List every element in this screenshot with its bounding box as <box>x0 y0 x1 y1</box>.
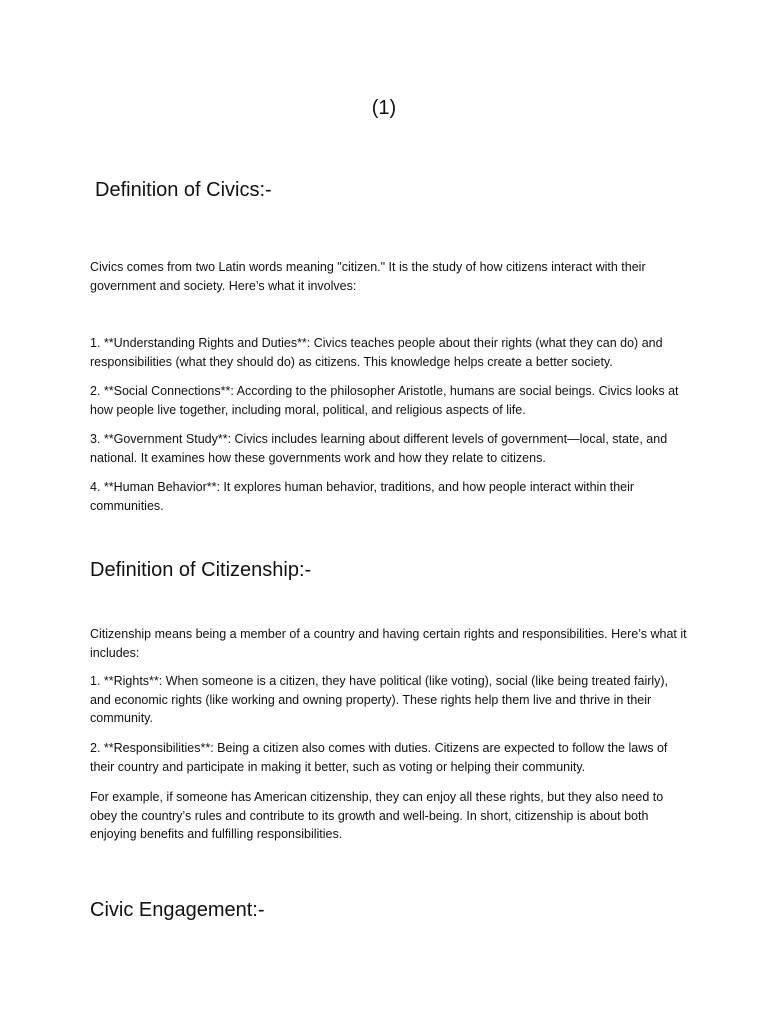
section-heading-civic-engagement: Civic Engagement:- <box>90 899 265 921</box>
page-number: (1) <box>371 97 397 119</box>
section-heading-citizenship: Definition of Citizenship:- <box>90 559 312 581</box>
list-item: 4. **Human Behavior**: It explores human behavior, traditions, and how people interact within their communities. <box>90 480 635 513</box>
list-item: 2. **Responsibilities**: Being a citizen also comes with duties. Citizens are expected to follow the laws of their country and participate in making it better, such as voting or helping their community. <box>90 741 668 774</box>
list-item: 2. **Social Connections**: According to the philosopher Aristotle, humans are social beings. Civics looks at how people live together, including moral, political, and religious aspects of life. <box>90 384 679 417</box>
paragraph: Citizenship means being a member of a country and having certain rights and responsibilities. Here’s what it includes: <box>90 627 687 660</box>
list-item: 1. **Understanding Rights and Duties**: Civics teaches people about their rights (what they can do) and responsibilities (what they should do) as citizens. This knowledge helps create a better society. <box>90 336 663 369</box>
section-heading-civics: Definition of Civics:- <box>95 179 272 201</box>
list-item: 3. **Government Study**: Civics includes learning about different levels of government—local, state, and national. It examines how these governments work and how they relate to citizens. <box>90 432 668 465</box>
list-item: 1. **Rights**: When someone is a citizen, they have political (like voting), social (like being treated fairly), and economic rights (like working and owning property). These rights help them live and thrive in their community. <box>90 674 669 725</box>
paragraph: Civics comes from two Latin words meaning "citizen." It is the study of how citizens interact with their government and society. Here’s what it involves: <box>90 260 646 293</box>
paragraph: For example, if someone has American citizenship, they can enjoy all these rights, but they also need to obey the country’s rules and contribute to its growth and well-being. In short, citizenship is about both enjoying benefits and fulfilling responsibilities. <box>90 790 664 841</box>
